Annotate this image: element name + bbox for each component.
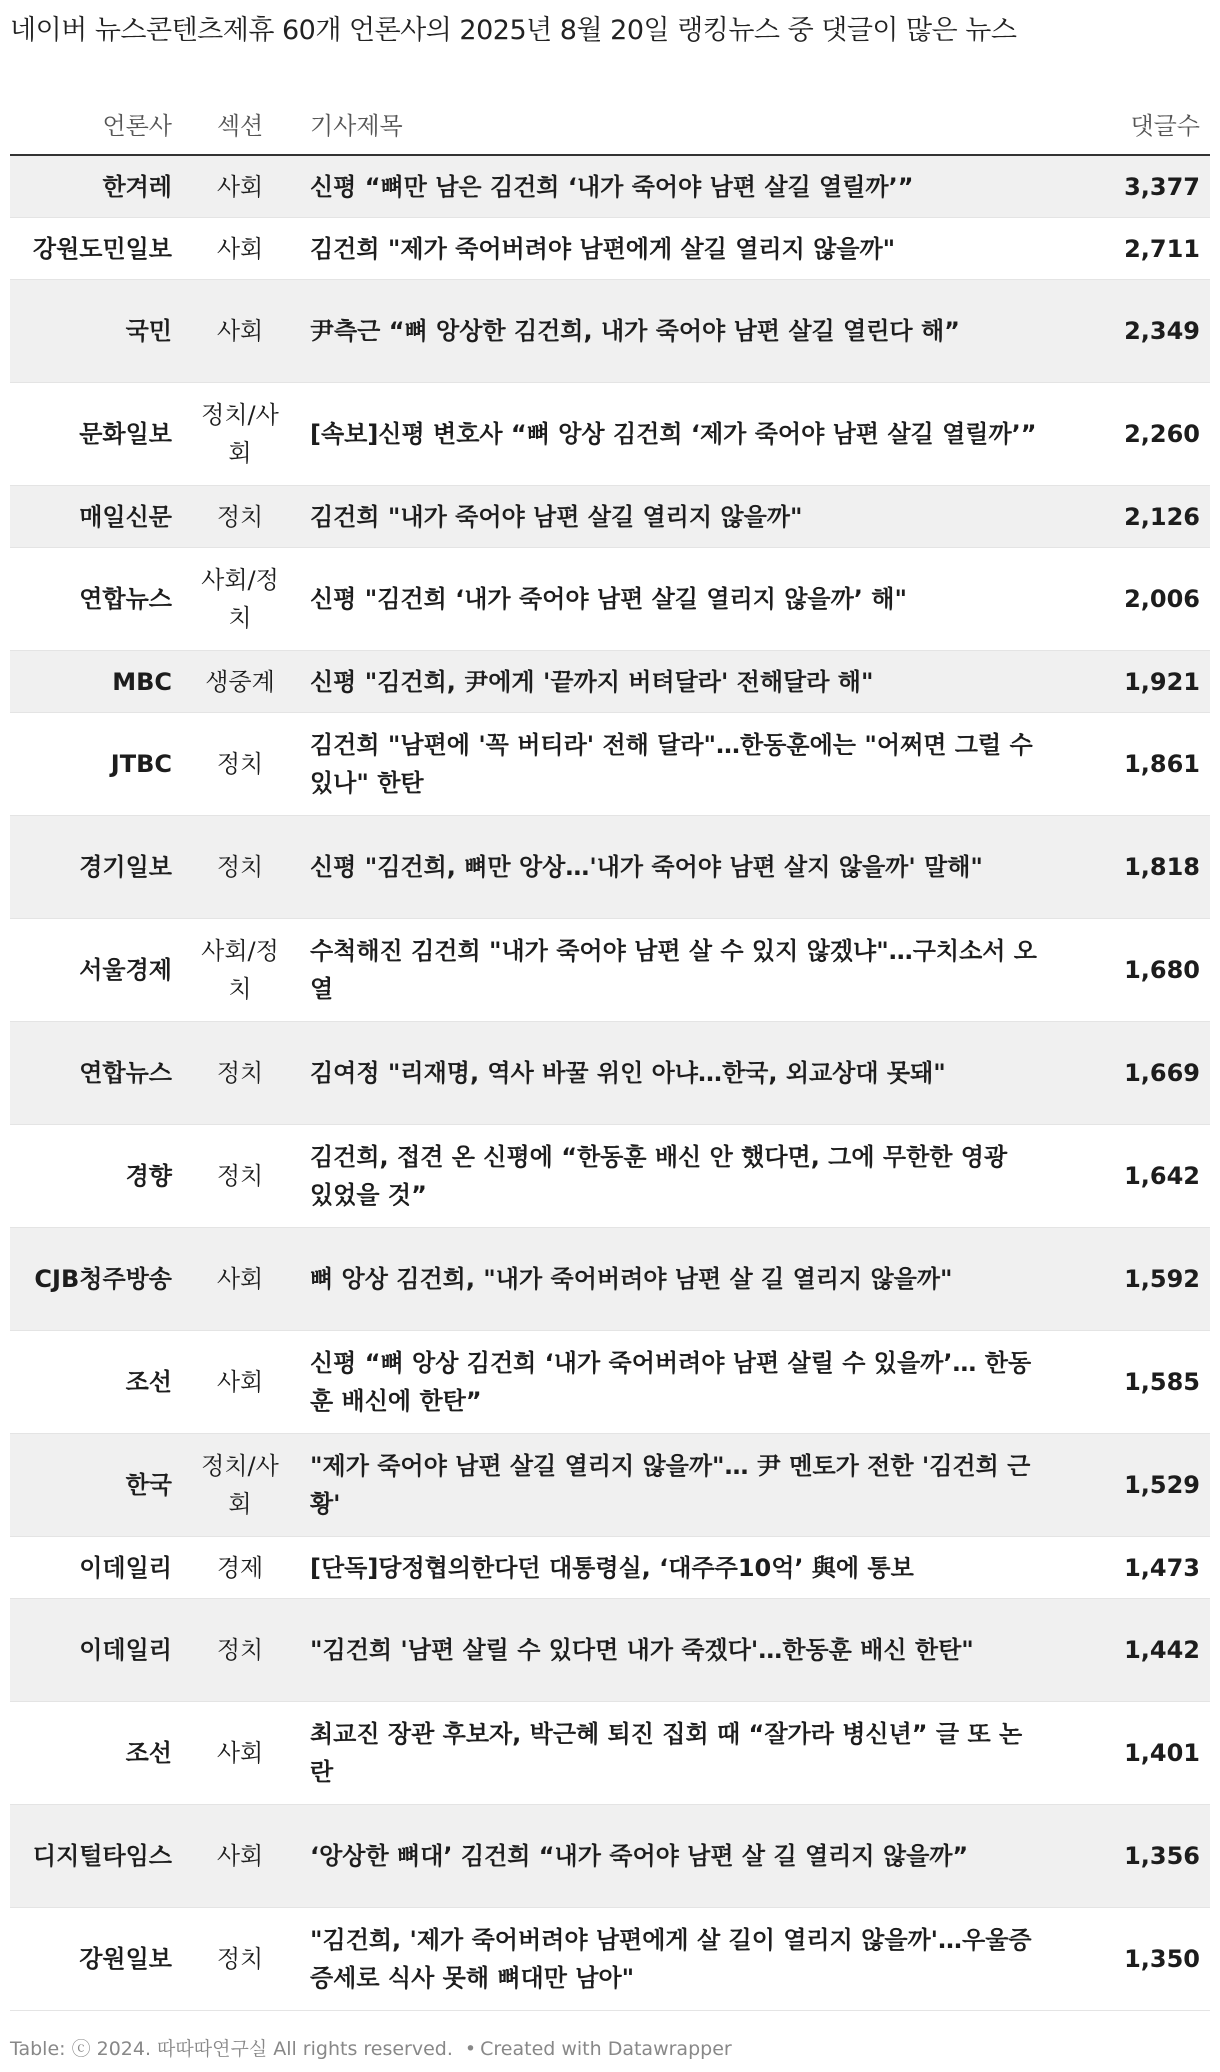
cell-publisher: 조선 — [10, 1702, 180, 1805]
table-row — [10, 218, 1210, 280]
column-header-comments[interactable]: 댓글수 — [1060, 92, 1210, 155]
cell-publisher: 이데일리 — [10, 1537, 180, 1599]
table-row — [10, 383, 1210, 486]
table-header-row — [10, 92, 1210, 155]
cell-publisher: 매일신문 — [10, 486, 180, 548]
cell-section: 사회 — [180, 1228, 300, 1331]
cell-section: 사회/정치 — [180, 548, 300, 651]
cell-section: 정치 — [180, 486, 300, 548]
cell-headline: "제가 죽어야 남편 살길 열리지 않을까"… 尹 멘토가 전한 '김건희 근황' — [300, 1434, 1060, 1537]
cell-section: 경제 — [180, 1537, 300, 1599]
cell-section: 정치 — [180, 1599, 300, 1702]
cell-comments: 1,529 — [1060, 1434, 1210, 1537]
cell-section: 사회 — [180, 1702, 300, 1805]
cell-comments: 1,669 — [1060, 1022, 1210, 1125]
cell-headline: 최교진 장관 후보자, 박근혜 퇴진 집회 때 “잘가라 병신년” 글 또 논란 — [300, 1702, 1060, 1805]
cell-headline: [속보]신평 변호사 “뼈 앙상 김건희 ‘제가 죽어야 남편 살길 열릴까’” — [300, 383, 1060, 486]
table-row — [10, 1702, 1210, 1805]
footer-credit: Created with Datawrapper — [480, 2038, 732, 2060]
cell-publisher: 강원일보 — [10, 1908, 180, 2011]
cell-headline: 김여정 "리재명, 역사 바꿀 위인 아냐…한국, 외교상대 못돼" — [300, 1022, 1060, 1125]
cell-comments: 1,921 — [1060, 651, 1210, 713]
table-row — [10, 548, 1210, 651]
footer-source: Table: ⓒ 2024. 따따따연구실 All rights reserved. — [10, 2038, 453, 2060]
table-row — [10, 1434, 1210, 1537]
cell-publisher: 국민 — [10, 280, 180, 383]
cell-section: 사회 — [180, 1805, 300, 1908]
cell-comments: 1,592 — [1060, 1228, 1210, 1331]
table-row — [10, 919, 1210, 1022]
cell-headline: 신평 "김건희, 尹에게 '끝까지 버텨달라' 전해달라 해" — [300, 651, 1060, 713]
table-row — [10, 1805, 1210, 1908]
column-header-section[interactable]: 섹션 — [180, 92, 300, 155]
table-row — [10, 1908, 1210, 2011]
cell-comments: 1,818 — [1060, 816, 1210, 919]
cell-section: 사회 — [180, 155, 300, 218]
cell-headline: "김건희 '남편 살릴 수 있다면 내가 죽겠다'…한동훈 배신 한탄" — [300, 1599, 1060, 1702]
cell-section: 사회 — [180, 1331, 300, 1434]
table-row — [10, 1331, 1210, 1434]
table-row — [10, 1125, 1210, 1228]
cell-headline: 김건희, 접견 온 신평에 “한동훈 배신 안 했다면, 그에 무한한 영광 있었을 것” — [300, 1125, 1060, 1228]
cell-publisher: 한겨레 — [10, 155, 180, 218]
cell-comments: 2,006 — [1060, 548, 1210, 651]
table-row — [10, 1228, 1210, 1331]
cell-headline: ‘앙상한 뼈대’ 김건희 “내가 죽어야 남편 살 길 열리지 않을까” — [300, 1805, 1060, 1908]
cell-comments: 1,473 — [1060, 1537, 1210, 1599]
cell-headline: "김건희, '제가 죽어버려야 남편에게 살 길이 열리지 않을까'…우울증 증세로 식사 못해 뼈대만 남아" — [300, 1908, 1060, 2011]
footer — [10, 2034, 732, 2061]
cell-section: 사회 — [180, 280, 300, 383]
column-header-publisher[interactable]: 언론사 — [10, 92, 180, 155]
cell-section: 정치 — [180, 816, 300, 919]
cell-publisher: 서울경제 — [10, 919, 180, 1022]
cell-comments: 1,861 — [1060, 713, 1210, 816]
cell-publisher: 조선 — [10, 1331, 180, 1434]
cell-comments: 1,356 — [1060, 1805, 1210, 1908]
table-row — [10, 1537, 1210, 1599]
cell-publisher: CJB청주방송 — [10, 1228, 180, 1331]
footer-separator: • — [464, 2038, 477, 2060]
cell-comments: 1,442 — [1060, 1599, 1210, 1702]
cell-section: 정치 — [180, 713, 300, 816]
cell-headline: 김건희 "남편에 '꼭 버티라' 전해 달라"…한동훈에는 "어쩌면 그럴 수 있나" 한탄 — [300, 713, 1060, 816]
cell-headline: 신평 "김건희 ‘내가 죽어야 남편 살길 열리지 않을까’ 해" — [300, 548, 1060, 651]
cell-section: 정치 — [180, 1908, 300, 2011]
column-header-headline[interactable]: 기사제목 — [300, 92, 1060, 155]
cell-comments: 2,349 — [1060, 280, 1210, 383]
cell-comments: 1,680 — [1060, 919, 1210, 1022]
cell-headline: 김건희 "제가 죽어버려야 남편에게 살길 열리지 않을까" — [300, 218, 1060, 280]
cell-publisher: 문화일보 — [10, 383, 180, 486]
cell-headline: 尹측근 “뼈 앙상한 김건희, 내가 죽어야 남편 살길 열린다 해” — [300, 280, 1060, 383]
cell-publisher: JTBC — [10, 713, 180, 816]
cell-publisher: 경기일보 — [10, 816, 180, 919]
cell-section: 사회/정치 — [180, 919, 300, 1022]
cell-section: 정치 — [180, 1022, 300, 1125]
table-row — [10, 486, 1210, 548]
cell-section: 생중계 — [180, 651, 300, 713]
cell-publisher: 디지털타임스 — [10, 1805, 180, 1908]
table-row — [10, 651, 1210, 713]
cell-section: 정치 — [180, 1125, 300, 1228]
cell-publisher: 경향 — [10, 1125, 180, 1228]
cell-publisher: 한국 — [10, 1434, 180, 1537]
cell-publisher: 이데일리 — [10, 1599, 180, 1702]
cell-publisher: MBC — [10, 651, 180, 713]
cell-section: 정치/사회 — [180, 383, 300, 486]
cell-headline: 신평 “뼈 앙상 김건희 ‘내가 죽어버려야 남편 살릴 수 있을까’… 한동훈 배신에 한탄” — [300, 1331, 1060, 1434]
cell-publisher: 강원도민일보 — [10, 218, 180, 280]
cell-publisher: 연합뉴스 — [10, 1022, 180, 1125]
table-body — [10, 155, 1210, 2011]
cell-comments: 1,585 — [1060, 1331, 1210, 1434]
cell-comments: 1,401 — [1060, 1702, 1210, 1805]
cell-headline: 신평 "김건희, 뼈만 앙상…'내가 죽어야 남편 살지 않을까' 말해" — [300, 816, 1060, 919]
cell-section: 정치/사회 — [180, 1434, 300, 1537]
cell-comments: 1,350 — [1060, 1908, 1210, 2011]
table-row — [10, 155, 1210, 218]
table-row — [10, 1022, 1210, 1125]
ranking-table — [10, 92, 1210, 2011]
cell-section: 사회 — [180, 218, 300, 280]
table-row — [10, 280, 1210, 383]
cell-comments: 1,642 — [1060, 1125, 1210, 1228]
cell-headline: 뼈 앙상 김건희, "내가 죽어버려야 남편 살 길 열리지 않을까" — [300, 1228, 1060, 1331]
table-row — [10, 713, 1210, 816]
cell-headline: 수척해진 김건희 "내가 죽어야 남편 살 수 있지 않겠냐"…구치소서 오열 — [300, 919, 1060, 1022]
cell-headline: 김건희 "내가 죽어야 남편 살길 열리지 않을까" — [300, 486, 1060, 548]
cell-comments: 2,126 — [1060, 486, 1210, 548]
cell-headline: 신평 “뼈만 남은 김건희 ‘내가 죽어야 남편 살길 열릴까’” — [300, 155, 1060, 218]
table-row — [10, 1599, 1210, 1702]
cell-headline: [단독]당정협의한다던 대통령실, ‘대주주10억’ 與에 통보 — [300, 1537, 1060, 1599]
cell-publisher: 연합뉴스 — [10, 548, 180, 651]
cell-comments: 2,711 — [1060, 218, 1210, 280]
table-row — [10, 816, 1210, 919]
cell-comments: 3,377 — [1060, 155, 1210, 218]
cell-comments: 2,260 — [1060, 383, 1210, 486]
page-title: 네이버 뉴스콘텐츠제휴 60개 언론사의 2025년 8월 20일 랭킹뉴스 중 댓글이 많은 뉴스 — [10, 15, 1017, 46]
